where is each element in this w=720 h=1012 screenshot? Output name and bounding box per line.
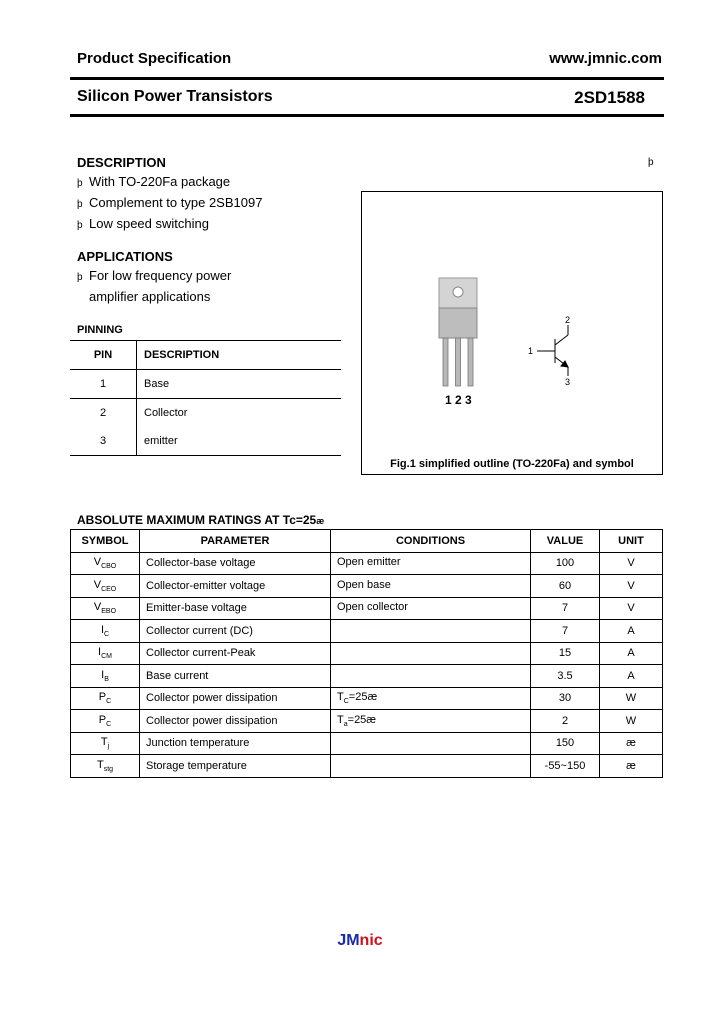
npn-transistor-symbol-icon	[537, 325, 568, 376]
unit-cell: æ	[600, 755, 663, 778]
table-row	[71, 642, 663, 665]
ratings-header-row: SYMBOL PARAMETER CONDITIONS VALUE UNIT	[71, 530, 663, 553]
unit-cell: V	[600, 552, 663, 575]
table-row	[71, 687, 663, 710]
table-row	[71, 597, 663, 620]
jmnic-logo: JMnic	[337, 932, 383, 949]
parameter-cell: Collector current (DC)	[140, 620, 331, 643]
side-mark: þ	[648, 157, 654, 168]
pinning-title: PINNING	[77, 324, 123, 336]
conditions-cell: Open collector	[331, 597, 531, 620]
applications-item-cont: amplifier applications	[89, 289, 211, 304]
table-row	[71, 732, 663, 755]
value-cell: 60	[531, 575, 600, 598]
to220-package-icon	[439, 278, 477, 386]
conditions-cell	[331, 732, 531, 755]
pin-header: PIN	[70, 341, 137, 370]
parameter-cell: Collector current-Peak	[140, 642, 331, 665]
product-line: Silicon Power Transistors	[77, 88, 273, 105]
ratings-title: ABSOLUTE MAXIMUM RATINGS AT Tc=25æ	[77, 513, 325, 527]
pinning-table	[70, 340, 341, 456]
unit-cell: A	[600, 665, 663, 688]
conditions-cell	[331, 665, 531, 688]
symbol-cell: $V_{CBO}$	[71, 552, 140, 575]
header-left: Product Specification	[77, 50, 232, 67]
parameter-cell: Storage temperature	[140, 755, 331, 778]
table-row: 1 Base	[70, 370, 341, 399]
parameter-cell: Collector power dissipation	[140, 710, 331, 733]
value-cell: 7	[531, 597, 600, 620]
symbol-cell: $P_C$	[71, 687, 140, 710]
conditions-cell: Open base	[331, 575, 531, 598]
description-list	[77, 172, 262, 235]
symbol-cell: $I_C$	[71, 620, 140, 643]
description-item: þ Complement to type 2SB1097	[77, 193, 262, 214]
description-title: DESCRIPTION	[77, 155, 166, 170]
table-row	[71, 552, 663, 575]
symbol-cell: $V_{EBO}$	[71, 597, 140, 620]
symbol-pin1-label: 1	[528, 346, 534, 356]
conditions-cell	[331, 642, 531, 665]
value-cell: 15	[531, 642, 600, 665]
part-number: 2SD1588	[574, 88, 645, 107]
table-row	[71, 710, 663, 733]
header-rule-top	[70, 77, 664, 80]
degree-symbol: æ	[316, 516, 325, 526]
table-row	[71, 665, 663, 688]
description-item: þ Low speed switching	[77, 214, 262, 235]
pin-desc-header: DESCRIPTION	[137, 341, 342, 370]
value-cell: 2	[531, 710, 600, 733]
symbol-cell: $T_j$	[71, 732, 140, 755]
value-cell: 7	[531, 620, 600, 643]
unit-cell: A	[600, 620, 663, 643]
bullet-icon: þ	[77, 220, 83, 231]
table-row: 3 emitter	[70, 427, 341, 456]
value-cell: -55~150	[531, 755, 600, 778]
conditions-cell	[331, 755, 531, 778]
symbol-cell: $T_{stg}$	[71, 755, 140, 778]
table-row	[71, 575, 663, 598]
applications-title: APPLICATIONS	[77, 249, 173, 264]
bullet-icon: þ	[77, 199, 83, 210]
table-row	[71, 755, 663, 778]
symbol-cell: $P_C$	[71, 710, 140, 733]
header-rule-bottom	[70, 114, 664, 117]
value-cell: 100	[531, 552, 600, 575]
symbol-cell: $I_B$	[71, 665, 140, 688]
symbol-pin3-label: 3	[565, 377, 571, 387]
conditions-cell: Open emitter	[331, 552, 531, 575]
unit-cell: V	[600, 575, 663, 598]
parameter-cell: Collector-base voltage	[140, 552, 331, 575]
bullet-icon: þ	[77, 178, 83, 189]
value-cell: 150	[531, 732, 600, 755]
applications-list	[77, 266, 231, 306]
header-website: www.jmnic.com	[549, 50, 662, 67]
conditions-cell: $T_a=25æ$	[331, 710, 531, 733]
symbol-cell: $V_{CEO}$	[71, 575, 140, 598]
unit-cell: A	[600, 642, 663, 665]
package-outline-drawing	[362, 192, 662, 474]
symbol-pin2-label: 2	[565, 315, 571, 325]
parameter-cell: Emitter-base voltage	[140, 597, 331, 620]
unit-cell: æ	[600, 732, 663, 755]
unit-cell: V	[600, 597, 663, 620]
conditions-cell	[331, 620, 531, 643]
table-row	[71, 620, 663, 643]
figure-box	[361, 191, 663, 475]
figure-caption: Fig.1 simplified outline (TO-220Fa) and symbol	[390, 458, 634, 470]
ratings-table	[70, 529, 663, 778]
value-cell: 3.5	[531, 665, 600, 688]
applications-item: þ For low frequency power	[77, 266, 231, 287]
parameter-cell: Collector power dissipation	[140, 687, 331, 710]
parameter-cell: Base current	[140, 665, 331, 688]
unit-cell: W	[600, 687, 663, 710]
parameter-cell: Junction temperature	[140, 732, 331, 755]
parameter-cell: Collector-emitter voltage	[140, 575, 331, 598]
value-cell: 30	[531, 687, 600, 710]
unit-cell: W	[600, 710, 663, 733]
conditions-cell: $T_C=25æ$	[331, 687, 531, 710]
bullet-icon: þ	[77, 272, 83, 283]
table-row: 2 Collector	[70, 399, 341, 428]
symbol-cell: $I_{CM}$	[71, 642, 140, 665]
package-pin-labels: 1 2 3	[445, 393, 472, 407]
description-item: þ With TO-220Fa package	[77, 172, 262, 193]
